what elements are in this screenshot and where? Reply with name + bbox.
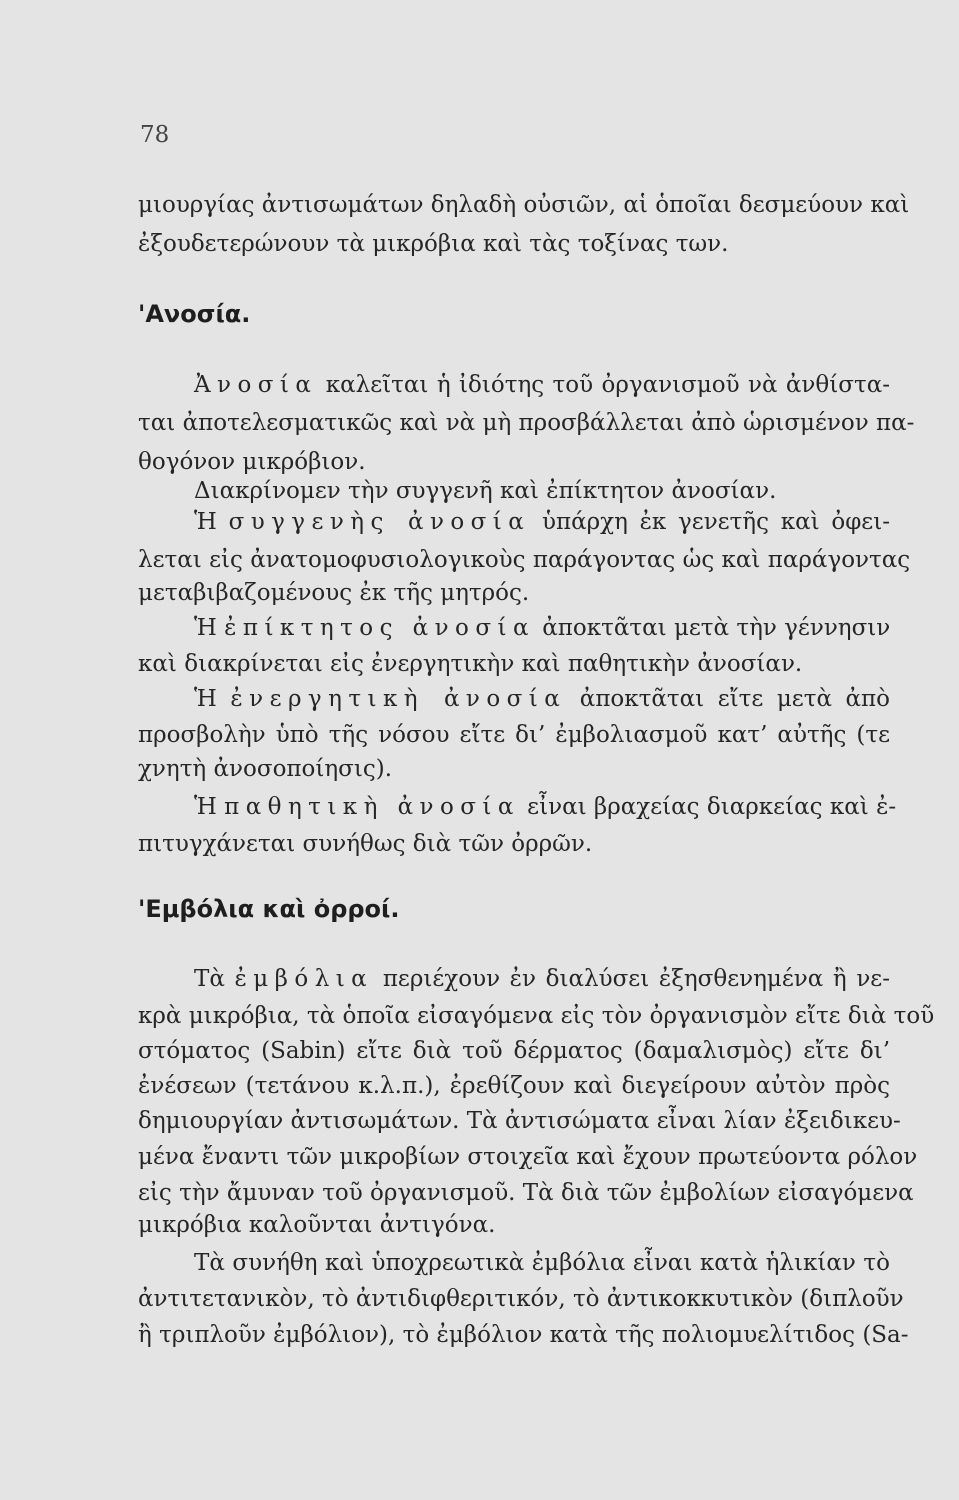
spaced-term: ἐπίκτητος ἀνοσία — [224, 615, 535, 641]
spaced-term: ἐμβόλια — [234, 966, 374, 992]
text-line: θογόνον μικρόβιον. — [138, 449, 366, 475]
text-line: προσβολὴν ὑπὸ τῆς νόσου εἴτε δι’ ἐμβολιασμοῦ κατ’ αὐτῆς (τε — [138, 722, 890, 748]
text-line: μιουργίας ἀντισωμάτων δηλαδὴ οὐσιῶν, αἱ ὁποῖαι δεσμεύουν καὶ — [138, 192, 910, 218]
text-line: μικρόβια καλοῦνται ἀντιγόνα. — [138, 1212, 496, 1238]
text-line: κρὰ μικρόβια, τὰ ὁποῖα εἰσαγόμενα εἰς τὸν ὀργανισμὸν εἴτε διὰ τοῦ — [138, 1003, 935, 1029]
text-line: ἀντιτετανικὸν, τὸ ἀντιδιφθεριτικόν, τὸ ἀντικοκκυτικὸν (διπλοῦν — [138, 1286, 904, 1312]
paragraph-first-line: Ἡ ἐνεργητικὴ ἀνοσία ἀποκτᾶται εἴτε μετὰ ἀπὸ — [194, 686, 891, 712]
paragraph-first-line: Τὰ ἐμβόλια περιέχουν ἐν διαλύσει ἐξησθενημένα ἢ νε- — [194, 966, 890, 992]
text-line: ἐνέσεων (τετάνου κ.λ.π.), ἐρεθίζουν καὶ διεγείρουν αὐτὸν πρὸς — [138, 1073, 890, 1099]
text-line: ται ἀποτελεσματικῶς καὶ νὰ μὴ προσβάλλεται ἀπὸ ὡρισμένον πα- — [138, 410, 915, 436]
paragraph-first-line: Ἡ ἐπίκτητος ἀνοσία ἀποκτᾶται μετὰ τὴν γέννησιν — [194, 615, 891, 641]
spaced-term: Ἀνοσία — [194, 372, 318, 398]
text-line: ἐξουδετερώνουν τὰ μικρόβια καὶ τὰς τοξίνας των. — [138, 231, 729, 257]
text-line: καὶ διακρίνεται εἰς ἐνεργητικὴν καὶ παθητικὴν ἀνοσίαν. — [138, 651, 803, 677]
text-line: πιτυγχάνεται συνήθως διὰ τῶν ὀρρῶν. — [138, 831, 593, 857]
spaced-term: συγγενὴς ἀνοσία — [228, 509, 531, 535]
text-line: ἢ τριπλοῦν ἐμβόλιον), τὸ ἐμβόλιον κατὰ τῆς πολιομυελίτιδος (Sa- — [138, 1322, 909, 1348]
page-number: 78 — [140, 122, 170, 148]
text-line: εἰς τὴν ἄμυναν τοῦ ὀργανισμοῦ. Τὰ διὰ τῶν ἐμβολίων εἰσαγόμενα — [138, 1180, 914, 1206]
paragraph-first-line: Τὰ συνήθη καὶ ὑποχρεωτικὰ ἐμβόλια εἶναι κατὰ ἡλικίαν τὸ — [194, 1250, 890, 1276]
text-line: χνητὴ ἀνοσοποίησις). — [138, 756, 393, 782]
paragraph-first-line: Ἡ παθητικὴ ἀνοσία εἶναι βραχείας διαρκείας καὶ ἐ- — [194, 794, 897, 820]
spaced-term: ἐνεργητικὴ ἀνοσία — [230, 686, 567, 712]
spaced-term: παθητικὴ ἀνοσία — [224, 794, 520, 820]
text-line: δημιουργίαν ἀντισωμάτων. Τὰ ἀντισώματα εἶναι λίαν ἐξειδικευ- — [138, 1108, 901, 1134]
text-line: μένα ἔναντι τῶν μικροβίων στοιχεῖα καὶ ἔχουν πρωτεύοντα ρόλον — [138, 1144, 918, 1170]
paragraph-line: Διακρίνομεν τὴν συγγενῆ καὶ ἐπίκτητον ἀνοσίαν. — [194, 478, 777, 504]
paragraph-first-line: Ἡ συγγενὴς ἀνοσία ὑπάρχη ἐκ γενετῆς καὶ ὀφει- — [194, 509, 891, 535]
text-line: λεται εἰς ἀνατομοφυσιολογικοὺς παράγοντας ὡς καὶ παράγοντας — [138, 547, 911, 573]
text-line: μεταβιβαζομένους ἐκ τῆς μητρός. — [138, 580, 530, 606]
section-heading-anosia: 'Ανοσία. — [138, 300, 251, 328]
section-heading-emvolia: 'Εμβόλια καὶ ὀρροί. — [138, 895, 400, 923]
text-line: στόματος (Sabin) εἴτε διὰ τοῦ δέρματος (δαμαλισμὸς) εἴτε δι’ — [138, 1038, 890, 1064]
paragraph-first-line: Ἀνοσία καλεῖται ἡ ἰδιότης τοῦ ὀργανισμοῦ νὰ ἀνθίστα- — [194, 372, 891, 398]
